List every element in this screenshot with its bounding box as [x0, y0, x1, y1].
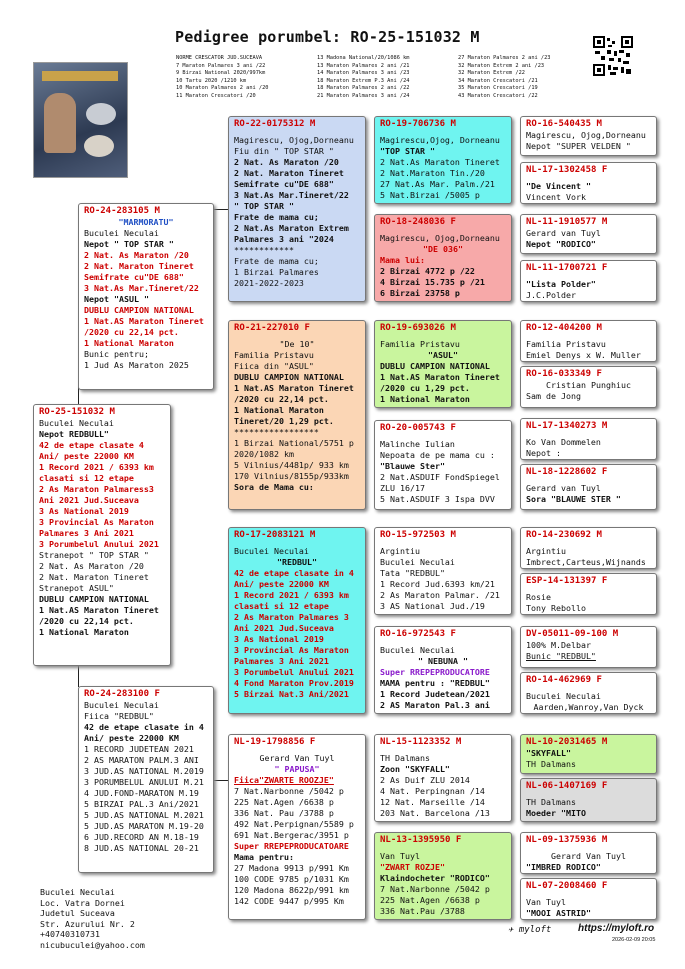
pedigree-card-gen5-11[interactable]: DV-05011-09-100 M 100% M.Delbar Bunic "REDBUL": [520, 626, 657, 668]
pedigree-card-gen5-13[interactable]: NL-10-2031465 M "SKYFALL" TH Dalmans: [520, 734, 657, 774]
myloft-link[interactable]: https://myloft.ro: [578, 923, 655, 934]
connector-line: [78, 665, 79, 687]
pedigree-card-gen4-2[interactable]: RO-18-248036 F Magirescu, Ojog,Dorneanu "DE 036" Mama lui: 2 Birzai 4772 p /22 4 Birzai 15.735 p /21 6 Birzai 23758 p: [374, 214, 512, 302]
pedigree-card-gen3-3[interactable]: RO-17-2083121 M Buculei Neculai "REDBUL" 42 de etape clasate in 4 Ani/ peste 22000 KM 1 Record 2021 / 6393 km clasati si 12 etape 2 As Maraton Palmares 3 Ani 2021 Jud.Suceava 3 As National 2019 3 Provincial As Maraton Palmares 3 Ani 2021 3 Porumbelul Anului 2021 4 Fond Maraton Prov.2019 5 Birzai Nat.3 Ani/2021: [228, 527, 366, 714]
pedigree-card-gen5-3[interactable]: NL-11-1910577 M Gerard van Tuyl Nepot "RODICO": [520, 214, 657, 254]
pedigree-card-gen5-2[interactable]: NL-17-1302458 F "De Vincent " Vincent Vork: [520, 162, 657, 204]
pedigree-card-gen5-10[interactable]: ESP-14-131397 F Rosie Tony Rebollo: [520, 573, 657, 615]
page-title: Pedigree porumbel: RO-25-151032 M: [175, 28, 480, 46]
pedigree-card-gen5-6[interactable]: RO-16-033349 F Cristian Punghiuc Sam de Jong: [520, 366, 657, 408]
pedigree-card-gen5-9[interactable]: RO-14-230692 M Argintiu Imbrect,Carteus,Wijnands: [520, 527, 657, 569]
pedigree-card-gen5-4[interactable]: NL-11-1700721 F "Lista Polder" J.C.Polder: [520, 260, 657, 302]
pedigree-card-gen3-2[interactable]: RO-21-227010 F "De 10" Familia Pristavu Fiica din "ASUL" DUBLU CAMPION NATIONAL 1 Nat.AS Maraton Tineret /2020 cu 22,14 pct. 1 National Maraton Tineret/20 1,29 pct. ***************** 1 Birzai National/5751 p 2020/1082 km 5 Vilnius/4481p/ 933 km 170 Vilnius/8155p/933km Sora de Mama cu:: [228, 320, 366, 510]
pedigree-card-gen5-14[interactable]: NL-06-1407169 F TH Dalmans Moeder "MITO: [520, 778, 657, 822]
pedigree-card-gen3-4[interactable]: NL-19-1798856 F Gerard Van Tuyl " PAPUSA" Fiica"ZWARTE ROOZJE" 7 Nat.Narbonne /5042 p 225 Nat.Agen /6638 p 336 Nat. Pau /3788 p 492 Nat.Perpignan/5589 p 691 Nat.Bergerac/3951 p Super RREPEPRODUCATOARE Mama pentru: 27 Madona 9913 p/991 Km 100 CODE 9785 p/1031 Km 120 Madona 8622p/991 km 142 CODE 9447 p/995 Km: [228, 734, 366, 920]
pedigree-card-gen4-5[interactable]: RO-15-972503 M Argintiu Buculei Neculai Tata "REDBUL" 1 Record Jud.6393 km/21 2 As Maraton Palmar. /21 3 AS National Jud./19: [374, 527, 512, 615]
pedigree-card-gen4-7[interactable]: NL-15-1123352 M TH Dalmans Zoon "SKYFALL" 2 As Duif ZLU 2014 4 Nat. Perpingnan /14 12 Nat. Marseille /14 203 Nat. Barcelona /13: [374, 734, 512, 822]
pedigree-card-subject[interactable]: RO-25-151032 M Buculei Neculai Nepot REDBULL" 42 de etape clasate 4 Ani/ peste 22000 KM 1 Record 2021 / 6393 km clasati si 12 etape 2 As Maraton Palmaress3 Ani 2021 Jud.Suceava 3 As National 2019 3 Provincial As Maraton Palmares 3 Ani 2021 3 Porumbelul Anului 2021 Stranepot " TOP STAR " 2 Nat. As Maraton /20 2 Nat. Maraton Tineret Stranepot ASUL" DUBLU CAMPION NATIONAL 1 Nat.AS Maraton Tineret /2020 cu 22,14 pct. 1 National Maraton: [33, 404, 171, 666]
pedigree-card-sire[interactable]: RO-24-283105 M "MARMORATU" Buculei Neculai Nepot " TOP STAR " 2 Nat. As Maraton /20 2 Nat. Maraton Tineret Semifrate cu"DE 688" 3 Nat.As Mar.Tineret/22 Nepot "ASUL " DUBLU CAMPION NATIONAL 1 Nat.AS Maraton Tineret /2020 cu 22,14 pct. 1 National Maraton Bunic pentru; 1 Jud As Maraton 2025: [78, 203, 214, 390]
pedigree-card-gen5-5[interactable]: RO-12-404200 M Familia Pristavu Emiel Denys x W. Muller: [520, 320, 657, 362]
pedigree-card-gen5-7[interactable]: NL-17-1340273 M Ko Van Dommelen Nepot :: [520, 418, 657, 460]
results-col-1: NORME CRESCATOR JUD.SUCEAVA 7 Maraton Palmares 3 ani /22 9 Birzai National 2020/997km 10 Tartu 2020 /1210 km 10 Maraton Palmares 2 ani /20 11 Maraton Crescatori /20: [176, 55, 269, 99]
photo-banner: [42, 71, 118, 81]
results-col-2: 13 Madona National/20/1086 km 13 Maraton Palmares 2 ani /21 14 Maraton Palmares 3 ani /23 18 Maraton Extrem P.3 Ani /24 18 Maraton Palmares 2 ani /22 21 Maraton Palmares 3 ani /24: [317, 55, 410, 99]
breeder-figure: [44, 93, 76, 153]
pedigree-card-gen4-1[interactable]: RO-19-706736 M Magirescu,Ojog, Dorneanu "TOP STAR " 2 Nat.As Maraton Tineret 2 Nat.Maraton Tin./20 27 Nat.As Mar. Palm./21 5 Nat.Birzai /5005 p: [374, 116, 512, 204]
myloft-logo: ✈ myloft: [508, 925, 552, 935]
pedigree-card-gen3-1[interactable]: RO-22-0175312 M Magirescu, Ojog,Dorneanu Fiu din " TOP STAR " 2 Nat. As Maraton /20 2 Nat. Maraton Tineret Semifrate cu"DE 688" 3 Nat.As Mar.Tineret/22 " TOP STAR " Frate de mama cu; 2 Nat.As Maraton Extrem Palmares 3 ani "2024 ************ Frate de mama cu; 1 Birzai Palmares 2021-2022-2023: [228, 116, 366, 302]
pedigree-card-gen4-4[interactable]: RO-20-005743 F Malinche Iulian Nepoata de pe mama cu : "Blauwe Ster" 2 Nat.ASDUIF FondSpiegel ZLU 16/17 5 Nat.ASDUIF 3 Ispa DVV: [374, 420, 512, 510]
pedigree-card-gen5-12[interactable]: RO-14-462969 F Buculei Neculai Aarden,Wanroy,Van Dyck: [520, 672, 657, 714]
print-date: 2026-02-09 20:05: [612, 937, 656, 943]
pedigree-card-gen5-8[interactable]: NL-18-1228602 F Gerard van Tuyl Sora "BLAUWE STER ": [520, 464, 657, 510]
connector-line: [213, 780, 228, 781]
pedigree-card-gen4-8[interactable]: NL-13-1395950 F Van Tuyl "ZWART ROZJE" Klaindocheter "RODICO" 7 Nat.Narbonne /5042 p 225 Nat.Agen /6638 p 336 Nat.Pau /3788: [374, 832, 512, 920]
pedigree-card-gen5-15[interactable]: NL-09-1375936 M Gerard Van Tuyl "IMBRED RODICO": [520, 832, 657, 874]
pedigree-card-gen4-6[interactable]: RO-16-972543 F Buculei Neculai " NEBUNA " Super RREPEPRODUCATORE MAMA pentru : "REDBUL" 1 Record Judetean/2021 2 AS Maraton Pal.3 ani: [374, 626, 512, 714]
pedigree-card-gen5-1[interactable]: RO-16-540435 M Magirescu, Ojog,Dorneanu Nepot "SUPER VELDEN ": [520, 116, 657, 156]
pigeon-figure: [86, 103, 116, 125]
pedigree-card-gen5-16[interactable]: NL-07-2008460 F Van Tuyl "MOOI ASTRID": [520, 878, 657, 920]
pedigree-card-gen4-3[interactable]: RO-19-693026 M Familia Pristavu "ASUL" DUBLU CAMPION NATIONAL 1 Nat.AS Maraton Tineret /2020 cu 1,29 pct. 1 National Maraton: [374, 320, 512, 408]
qr-code-icon: [593, 36, 633, 76]
results-col-3: 27 Maraton Palmares 2 ani /23 32 Maraton Extrem 2 ani /23 32 Maraton Extrem /22 34 Maraton Crescatori /21 35 Maraton Crescatori /19 43 Maraton Crescatori /22: [458, 55, 551, 99]
pigeon-photo: [33, 62, 128, 178]
pedigree-card-dam[interactable]: RO-24-283100 F Buculei Neculai Fiica "REDBUL" 42 de etape clasate in 4 Ani/ peste 22000 KM 1 RECORD JUDETEAN 2021 2 AS MARATON PALM.3 ANI 3 JUD.AS NATIONAL M.2019 3 PORUMBELUL ANULUI M.21 4 JUD.FOND-MARATON M.19 5 BIRZAI PAL.3 Ani/2021 5 JUD.AS NATIONAL M.2021 5 JUD.AS MARATON M.19-20 6 JUD.RECORD AN M.18-19 8 JUD.AS NATIONAL 20-21: [78, 686, 214, 873]
owner-address: Buculei Neculai Loc. Vatra Dornei Judetul Suceava Str. Azurului Nr. 2 +40740310731 nicubuculei@yahoo.com: [40, 887, 145, 950]
connector-line: [213, 209, 228, 210]
pigeon-figure-2: [84, 135, 114, 157]
